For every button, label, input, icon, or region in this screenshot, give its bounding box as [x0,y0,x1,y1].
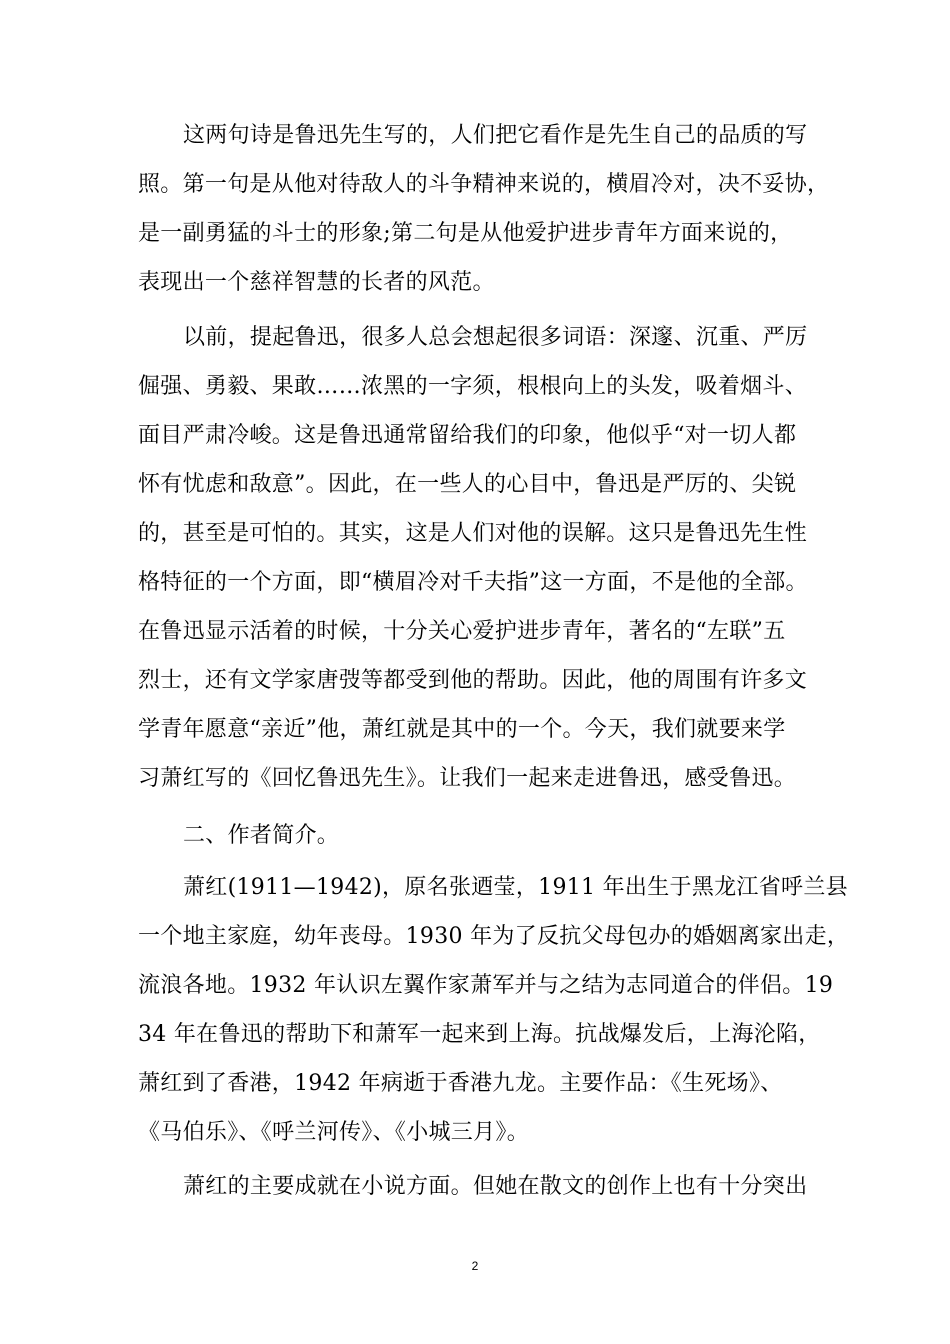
text-line: 流浪各地。1932 年认识左翼作家萧军并与之结为志同道合的伴侣。19 [138,973,834,998]
text-line: 习萧红写的《回忆鲁迅先生》。让我们一起来走进鲁迅，感受鲁迅。 [138,766,797,791]
section-heading-author-intro [138,811,828,860]
text-line: 萧红到了香港，1942 年病逝于香港九龙。主要作品：《生死场》、 [138,1071,783,1096]
paragraph-author-biography [138,863,850,1157]
text-line: 以前，提起鲁迅，很多人总会想起很多词语：深邃、沉重、严厉 [183,325,808,350]
page-number: 2 [471,1259,479,1273]
text-line: 34 年在鲁迅的帮助下和萧军一起来到上海。抗战爆发后，上海沦陷， [138,1022,821,1047]
paragraph-author-achievements [138,1162,828,1211]
text-line: 格特征的一个方面，即“横眉冷对千夫指”这一方面，不是他的全部。 [138,570,808,595]
text-line: 《马伯乐》、《呼兰河传》、《小城三月》。 [138,1120,530,1145]
text-line: 在鲁迅显示活着的时候，十分关心爱护进步青年，著名的“左联”五 [138,619,786,644]
text-line: 怀有忧虑和敌意”。因此，在一些人的心目中，鲁迅是严厉的、尖锐 [138,472,797,497]
text-line: 的，甚至是可怕的。其实，这是人们对他的误解。这只是鲁迅先生性 [138,521,808,546]
text-line: 萧红(1911—1942)，原名张迺莹，1911 年出生于黑龙江省呼兰县 [183,875,848,900]
paragraph-poem-explanation [138,111,828,307]
text-line: 这两句诗是鲁迅先生写的，人们把它看作是先生自己的品质的写 [183,123,808,148]
section-heading: 二、作者简介。 [183,823,340,848]
paragraph-impression-of-luxun [138,313,828,803]
text-line: 表现出一个慈祥智慧的长者的风范。 [138,270,495,295]
text-line: 是一副勇猛的斗士的形象;第二句是从他爱护进步青年方面来说的， [138,221,793,246]
text-line: 照。第一句是从他对待敌人的斗争精神来说的，横眉冷对，决不妥协， [138,172,830,197]
text-line: 面目严肃冷峻。这是鲁迅通常留给我们的印象，他似乎“对一切人都 [138,423,797,448]
text-line: 烈士，还有文学家唐弢等都受到他的帮助。因此，他的周围有许多文 [138,668,808,693]
text-line: 一个地主家庭，幼年丧母。1930 年为了反抗父母包办的婚姻离家出走， [138,924,850,949]
text-line: 学青年愿意“亲近”他，萧红就是其中的一个。今天，我们就要来学 [138,717,786,742]
text-line: 倔强、勇毅、果敢……浓黑的一字须，根根向上的头发，吸着烟斗、 [138,374,808,399]
text-line: 萧红的主要成就在小说方面。但她在散文的创作上也有十分突出 [183,1174,808,1199]
